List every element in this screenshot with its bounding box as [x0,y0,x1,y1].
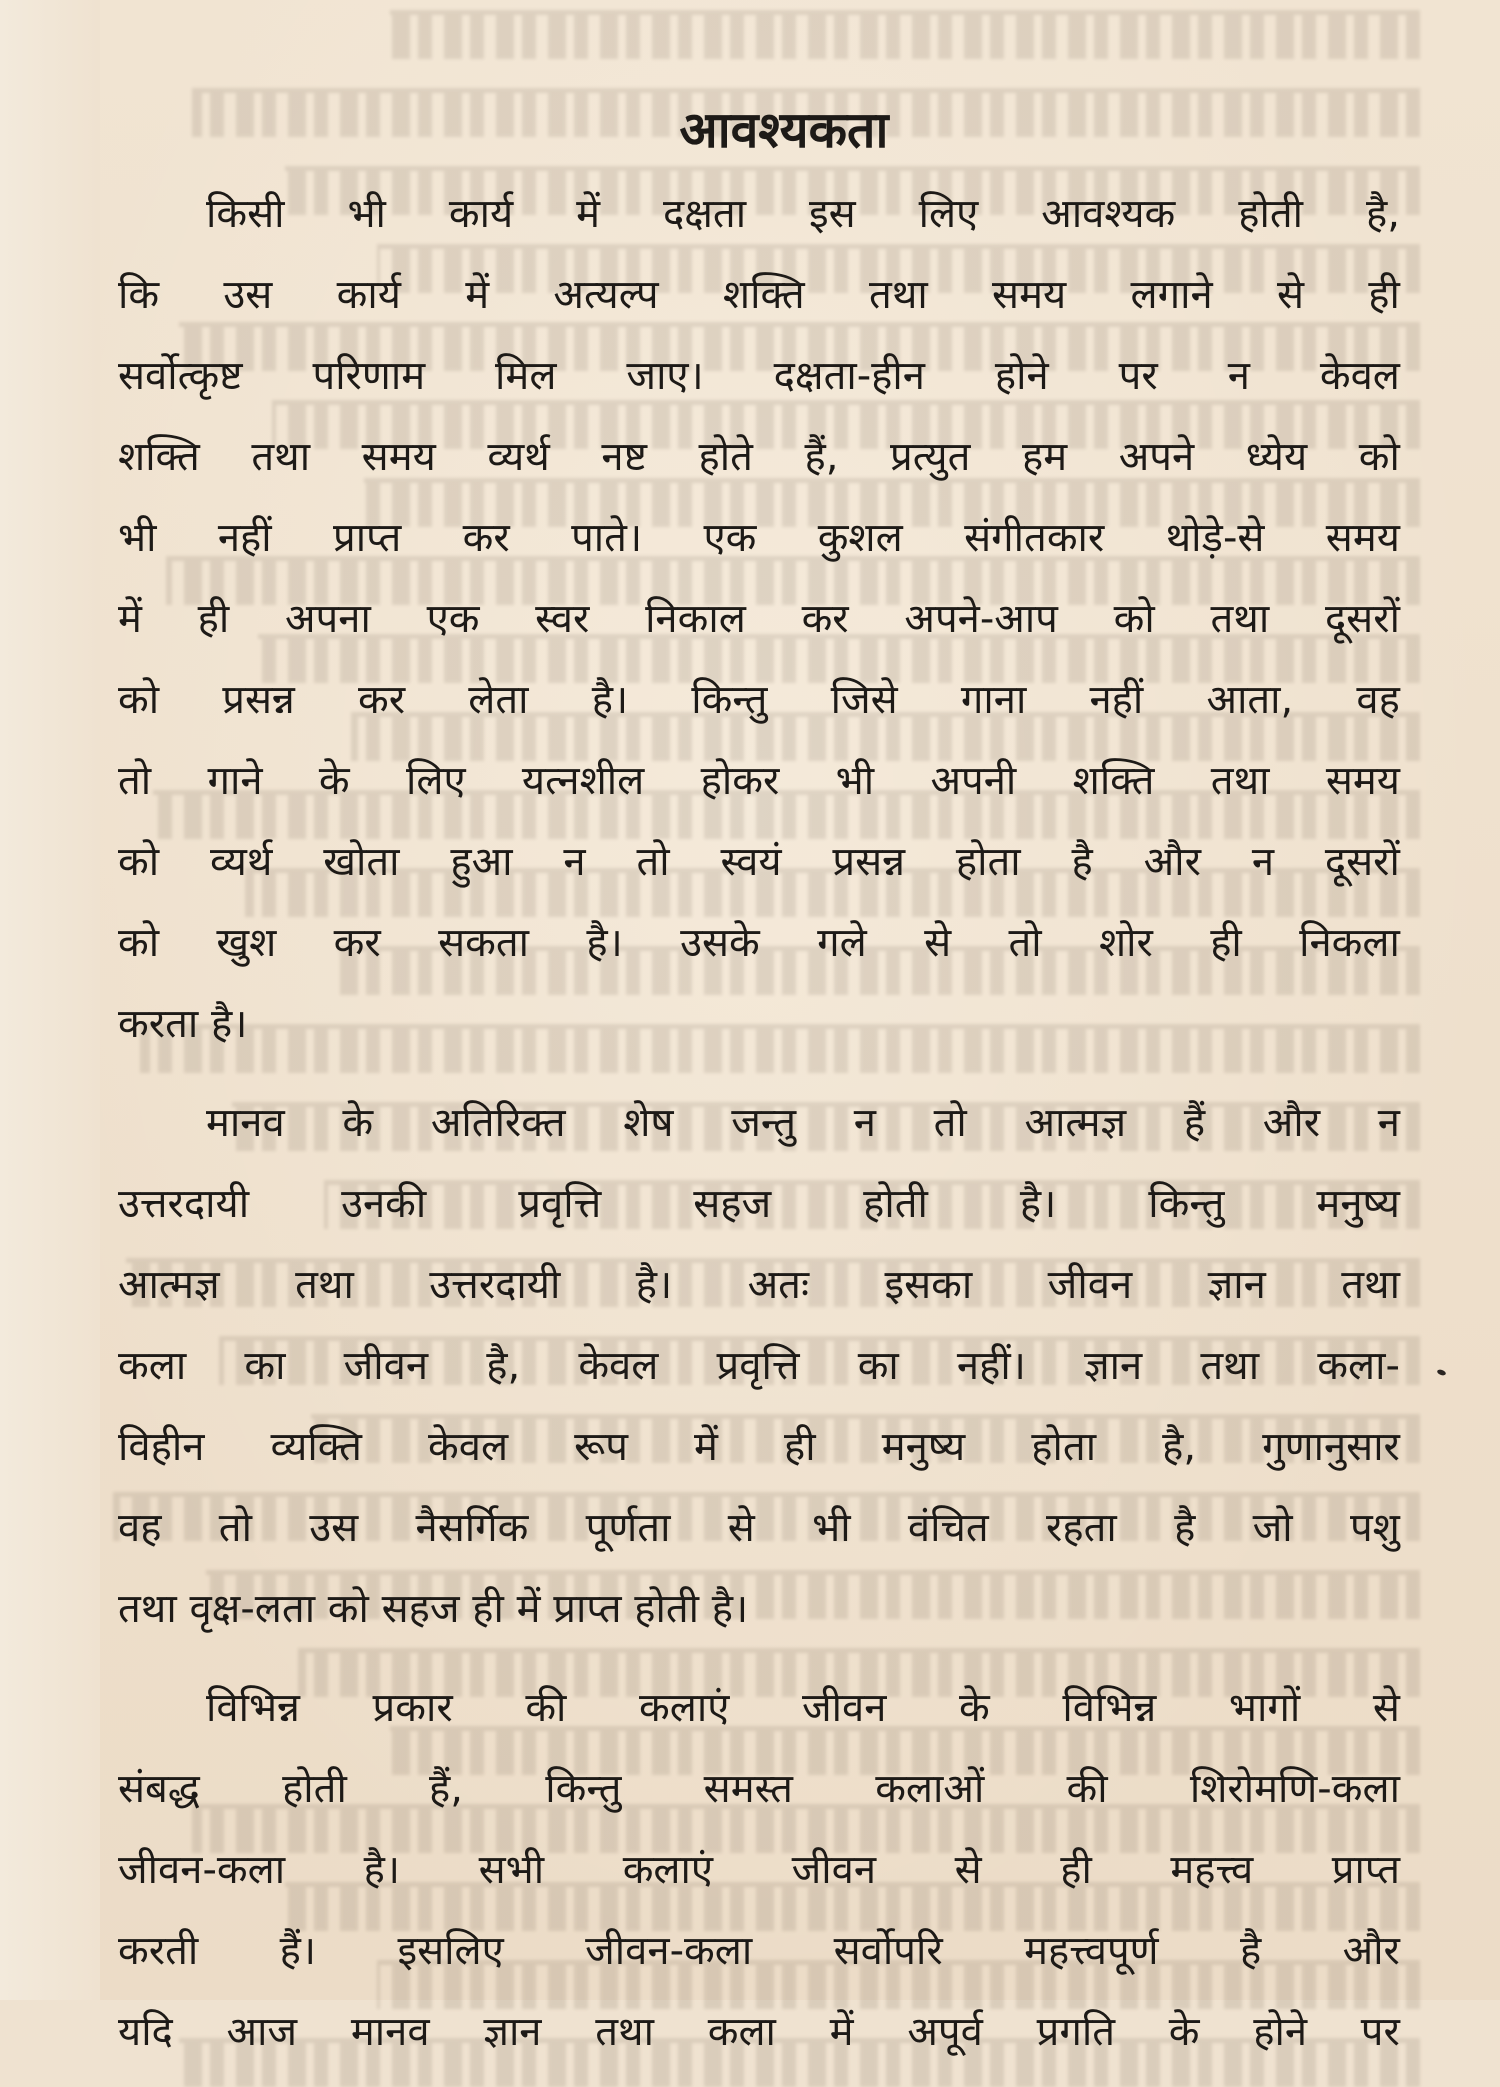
word: प्रवृत्ति [716,1343,800,1389]
word: कलाओं [875,1766,985,1812]
word: सर्वोपरि [833,1928,943,1974]
word: तथा [1341,1262,1400,1308]
word: और [1342,1928,1400,1974]
word: में [516,1586,554,1632]
word: ज्ञान [483,2009,542,2055]
word: अतः [747,1262,810,1308]
word: के [342,1100,374,1146]
word: है, [1162,1424,1197,1470]
word: ध्येय [1245,434,1308,480]
word: है। [591,677,629,723]
word: है। [586,920,623,966]
word: कलाएं [639,1685,730,1731]
word: गले [817,920,867,966]
word: से [1276,272,1305,318]
word: तो [218,1505,252,1551]
word: है। [635,1262,673,1308]
word: प्राप्त [1331,1847,1400,1893]
word: होने [994,353,1049,399]
word: का [244,1343,286,1389]
word: भी [835,758,875,804]
word: के [1168,2009,1200,2055]
word: तो [1008,920,1042,966]
word: विभिन्न [1062,1685,1157,1731]
show-through-line [390,10,1420,59]
paragraph-gap [118,1075,1400,1093]
word: के [959,1685,990,1731]
word: केवल [1319,353,1400,399]
text-line [118,1417,1400,1477]
word: ही [784,1424,816,1470]
word: करता [118,1001,211,1047]
word: थोड़े-से [1165,515,1265,561]
word: प्रगति [1036,2009,1116,2055]
word: के [318,758,350,804]
word: हैं [1183,1100,1206,1146]
word: पशु [1349,1505,1400,1551]
word: किन्तु [1148,1181,1225,1227]
word: तथा [869,272,928,318]
word: भी [118,515,157,561]
word: सभी [478,1847,545,1893]
word: हैं। [279,1928,317,1974]
word: तो [636,839,670,885]
word: अतिरिक्त [430,1100,566,1146]
word: और [1143,839,1201,885]
word: गुणानुसार [1262,1424,1400,1470]
word: होकर [700,758,780,804]
word: उस [223,272,273,318]
word: विभिन्न [206,1685,300,1731]
word: प्राप्त [333,515,402,561]
word: उसके [680,920,760,966]
word: उनकी [341,1181,427,1227]
word: है [1071,839,1093,885]
word: समय [361,434,436,480]
word: आत्मज्ञ [118,1262,220,1308]
word: महत्त्वपूर्ण [1024,1928,1159,1974]
word: कला- [1317,1343,1400,1389]
word: है, [486,1343,521,1389]
text-line [118,1759,1400,1819]
word: आवश्यक [1041,191,1176,237]
word: इसका [884,1262,973,1308]
word: करती [118,1928,199,1974]
word: जन्तु [731,1100,797,1146]
word: केवल [578,1343,659,1389]
word: कर [358,677,406,723]
word: की [525,1685,567,1731]
word: शेष [623,1100,674,1146]
word: तथा [1210,758,1270,804]
word: जीवन-कला [118,1847,286,1893]
word: को [327,1586,382,1632]
word: कला [118,1343,187,1389]
word: स्वयं [720,839,782,885]
word: तथा [118,1586,190,1632]
body-text [118,184,1400,2062]
word: में [118,596,142,642]
word: गाने [207,758,263,804]
text-line [118,1093,1400,1153]
word: का [857,1343,899,1389]
word: आता, [1206,677,1294,723]
word: दूसरों [1324,596,1400,642]
word: पर [1360,2009,1400,2055]
text-line [118,1921,1400,1981]
text-line [118,589,1400,649]
word: समस्त [703,1766,793,1812]
word: तथा [295,1262,354,1308]
word: लिए [405,758,466,804]
text-line [118,1498,1400,1558]
word: शक्ति [1072,758,1155,804]
word: ही [1060,1847,1092,1893]
word: होता [955,839,1021,885]
word: होती [863,1181,928,1227]
word: सहज [381,1586,473,1632]
word: प्रसन्न [222,677,295,723]
word: है। [210,1001,248,1047]
word: दूसरों [1324,839,1400,885]
text-line [118,994,1400,1054]
word: होती [282,1766,347,1812]
word: भी [812,1505,851,1551]
word: एक [703,515,757,561]
word: किन्तु [545,1766,622,1812]
word: परिणाम [312,353,426,399]
word: प्रत्युत [890,434,971,480]
word: दक्षता-हीन [773,353,925,399]
word: है। [1019,1181,1057,1227]
word: पर [1118,353,1158,399]
text-line [118,913,1400,973]
word: भागों [1228,1685,1301,1731]
word: जीवन [1047,1262,1133,1308]
word: होती [634,1586,712,1632]
word: सकता [438,920,530,966]
word: में [694,1424,718,1470]
text-line [118,1678,1400,1738]
word: ही [1210,920,1242,966]
word: ज्ञान [1084,1343,1143,1389]
word: निकला [1299,920,1400,966]
word: में [829,2009,854,2055]
word: तो [933,1100,967,1146]
word: जो [1252,1505,1293,1551]
word: नहीं [1089,677,1144,723]
word: प्राप्त [553,1586,635,1632]
word: तथा [251,434,311,480]
text-line [118,670,1400,730]
word: रूप [574,1424,628,1470]
word: महत्त्व [1170,1847,1254,1893]
word: ही [472,1586,517,1632]
word: हुआ [450,839,513,885]
word: शक्ति [118,434,200,480]
word: जीवन [801,1685,887,1731]
word: एक [426,596,480,642]
word: की [1066,1766,1108,1812]
word: होता [1031,1424,1097,1470]
word: समय [1325,758,1400,804]
word: तथा [1210,596,1270,642]
word: प्रकार [372,1685,453,1731]
word: आज [226,2009,298,2055]
word: रहता [1046,1505,1117,1551]
word: को [118,920,160,966]
word: व्यर्थ [209,839,273,885]
word: नहीं [217,515,272,561]
word: न [853,1100,876,1146]
text-line [118,1579,1400,1639]
word: शक्ति [722,272,805,318]
word: मानव [206,1100,285,1146]
word: निकाल [645,596,746,642]
word: संबद्ध [118,1766,200,1812]
word: न [563,839,586,885]
word: यत्नशील [521,758,645,804]
word: प्रवृत्ति [518,1181,602,1227]
word: अपनी [930,758,1017,804]
word: वंचित [907,1505,989,1551]
word: ही [197,596,230,642]
word: न [1227,353,1250,399]
word: समय [992,272,1067,318]
word: किसी [206,191,285,237]
text-line [118,1840,1400,1900]
word: न [1377,1100,1400,1146]
word: से [954,1847,982,1893]
word: और [1262,1100,1321,1146]
word: भी [347,191,386,237]
word: खुश [216,920,277,966]
word: दक्षता [662,191,747,237]
text-line [118,1174,1400,1234]
ink-speck [1436,1369,1446,1377]
word: होते [698,434,753,480]
word: वह [1356,677,1400,723]
text-line [118,832,1400,892]
word: को [1358,434,1400,480]
word: से [727,1505,755,1551]
word: कार्य [448,191,514,237]
word: होती [1238,191,1303,237]
word: हैं, [429,1766,464,1812]
word: नष्ट [601,434,647,480]
text-line [118,2002,1400,2062]
word: समय [1325,515,1400,561]
word: कर [333,920,381,966]
word: अपने-आप [904,596,1058,642]
word: कर [462,515,510,561]
page-margin [0,0,100,2000]
word: अपना [285,596,371,642]
word: मानव [350,2009,430,2055]
page-heading: आवश्यकता [679,101,889,159]
word: को [118,839,160,885]
word: जीवन [791,1847,877,1893]
word: में [576,191,601,237]
word: उत्तरदायी [118,1181,250,1227]
word: गाना [960,677,1027,723]
word: हम [1021,434,1068,480]
word: है [1174,1505,1196,1551]
word: ही [1368,272,1400,318]
word: वह [118,1505,162,1551]
text-line [118,346,1400,406]
text-line [118,508,1400,568]
word: शिरोमणि-कला [1189,1766,1400,1812]
word: व्यर्थ [487,434,550,480]
word: में [465,272,490,318]
word: उत्तरदायी [429,1262,561,1308]
word: सर्वोत्कृष्ट [118,353,243,399]
word: कि [118,272,160,318]
word: नैसर्गिक [415,1505,529,1551]
word: मिल [495,353,557,399]
text-line [118,265,1400,325]
word: कार्य [336,272,401,318]
word: वृक्ष-लता [189,1586,328,1632]
word: इसलिए [397,1928,504,1974]
word: तथा [1200,1343,1260,1389]
word: लगाने [1130,272,1213,318]
text-line [118,1336,1400,1396]
word: किन्तु [691,677,768,723]
text-line [118,1255,1400,1315]
paragraph-gap [118,1660,1400,1678]
word: है, [1365,191,1400,237]
word: जीवन [343,1343,429,1389]
text-line [118,427,1400,487]
word: यदि [118,2009,173,2055]
word: से [1372,1685,1400,1731]
word: व्यक्ति [270,1424,362,1470]
word: आत्मज्ञ [1024,1100,1127,1146]
word: कला [707,2009,776,2055]
word: मनुष्य [881,1424,966,1470]
word: कर [801,596,849,642]
word: स्वर [535,596,590,642]
word: जाए। [626,353,704,399]
word: खोता [323,839,400,885]
word: है। [363,1847,401,1893]
word: होने [1253,2009,1308,2055]
word: सहज [693,1181,772,1227]
word: उस [309,1505,359,1551]
word: कुशल [817,515,903,561]
word: कलाएं [622,1847,714,1893]
word: संगीतकार [964,515,1105,561]
word: को [1113,596,1155,642]
word: लेता [468,677,529,723]
word: प्रसन्न [832,839,906,885]
word: तथा [595,2009,654,2055]
word: नहीं। [956,1343,1026,1389]
word: शोर [1098,920,1153,966]
word: केवल [428,1424,509,1470]
word: से [924,920,952,966]
word: मनुष्य [1316,1181,1400,1227]
word: ज्ञान [1207,1262,1266,1308]
word: अपूर्व [907,2009,983,2055]
word: लिए [918,191,979,237]
word: है। [711,1586,749,1632]
word: न [1251,839,1275,885]
word: इस [809,191,856,237]
word: पूर्णता [585,1505,671,1551]
word: जिसे [830,677,898,723]
word: है [1239,1928,1262,1974]
text-line [118,184,1400,244]
word: हैं, [804,434,839,480]
word: पाते। [571,515,643,561]
word: को [118,677,160,723]
word: अपने [1118,434,1195,480]
word: जीवन-कला [585,1928,753,1974]
page-text [118,100,1400,2083]
word: अत्यल्प [553,272,659,318]
text-line [118,751,1400,811]
word: तो [118,758,152,804]
word: विहीन [118,1424,205,1470]
